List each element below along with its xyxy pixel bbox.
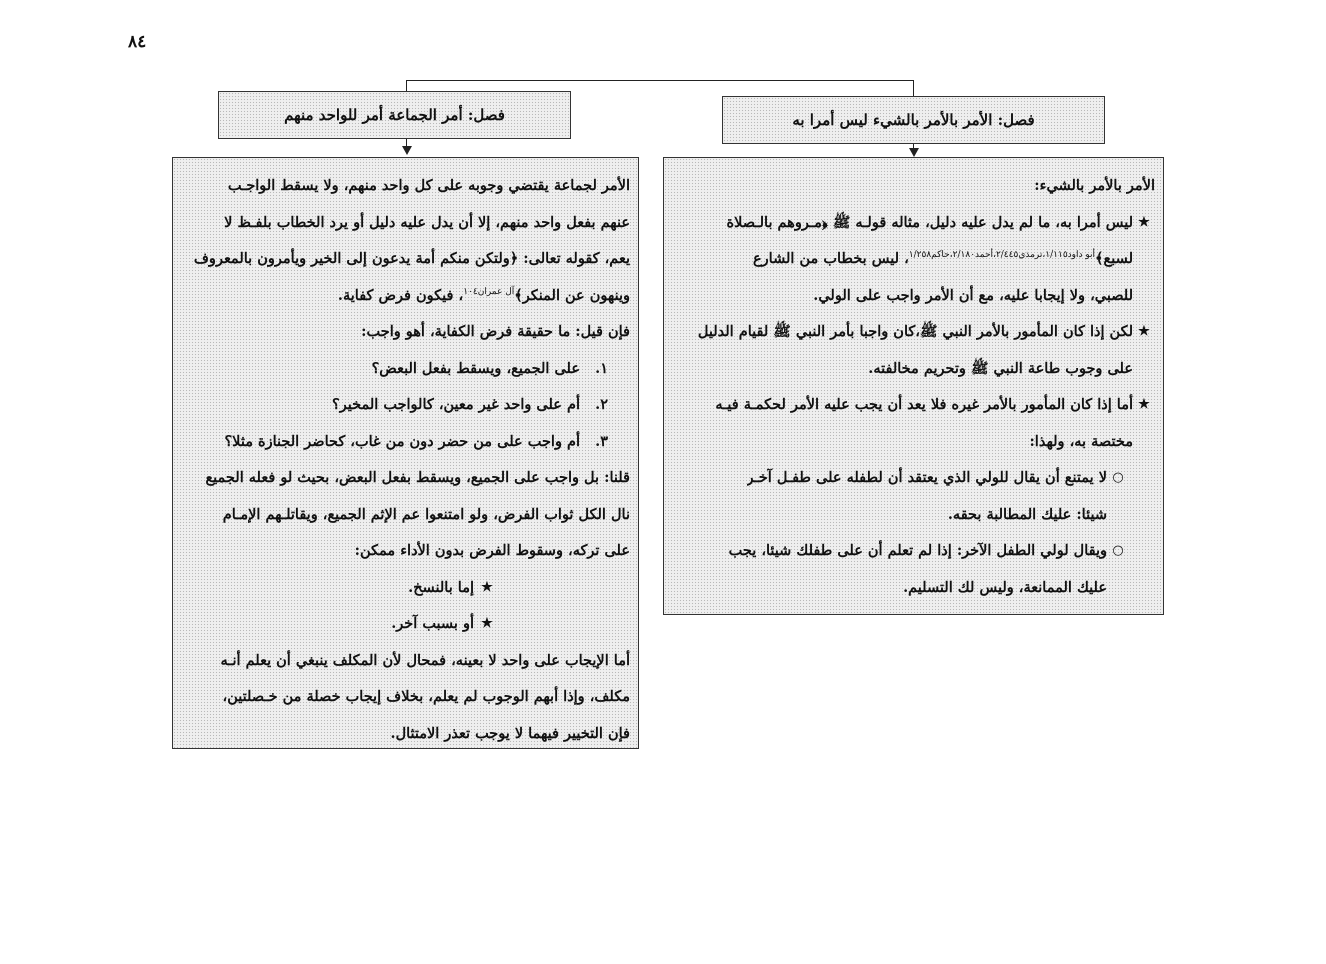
- left-arrow-icon: [402, 146, 412, 155]
- circle-bullet-icon: ○: [1112, 470, 1124, 485]
- right-subitem-1-line-2: شيئا: عليك المطالبة بحقه.: [947, 505, 1107, 523]
- left-content-box: [172, 157, 639, 749]
- verse-continuation: ، فيكون فرض كفاية.: [337, 286, 464, 304]
- right-subitem-2-line-2: عليك الممانعة، وليس لك التسليم.: [903, 578, 1107, 596]
- left-option-2: [181, 387, 630, 424]
- right-bullet-1-line-1: ليس أمرا به، ما لم يدل عليه دليل، مثاله قولـه ﷺ ﴿مـروهم بالـصلاة: [726, 213, 1133, 231]
- right-subitem-2: [672, 533, 1155, 606]
- connector-top-line: [406, 80, 914, 81]
- star-icon: ★: [481, 616, 493, 631]
- left-option-1: [181, 351, 630, 388]
- hadith-reference: أبو داود١/١١٥،ترمذي٢/٤٤٥،أحمد٢/١٨٠،حاكم١/٢٥٨: [908, 250, 1096, 261]
- star-icon: ★: [481, 579, 493, 595]
- left-final-line-1: أما الإيجاب على واحد لا بعينه، فمحال لأن المكلف ينبغي أن يعلم أنـه: [220, 651, 630, 669]
- star-icon: ★: [1138, 214, 1150, 230]
- connector-right-drop: [913, 80, 914, 96]
- option-text: أم واجب على من حضر دون من غاب، كحاضر الجنازة مثلا؟: [224, 432, 580, 450]
- right-bullet-3: [672, 387, 1155, 460]
- star-icon: ★: [1138, 324, 1150, 339]
- page-number: ٨٤: [128, 32, 147, 52]
- option-number: ٢.: [595, 396, 608, 413]
- option-text: أم على واحد غير معين، كالواجب المخير؟: [332, 396, 580, 413]
- left-option-3: [181, 424, 630, 461]
- right-subitem-2-line-1: ويقال لولي الطفل الآخر: إذا لم تعلم أن على طفلك شيئا، يجب: [728, 542, 1107, 559]
- star-icon: ★: [1138, 397, 1150, 412]
- left-answer-line-2: نال الكل ثواب الفرض، ولو امتنعوا عم الإثم الجميع، ويقاتلـهم الإمـام: [222, 505, 630, 523]
- quote-text: لسبع﴾: [1095, 250, 1133, 267]
- right-bullet-2-line-2: على وجوب طاعة النبي ﷺ وتحريم مخالفته.: [868, 359, 1133, 377]
- right-bullet-2: [672, 314, 1155, 387]
- right-subitem-1-line-1: لا يمتنع أن يقال للولي الذي يعتقد أن لطفله على طفـل آخـر: [746, 469, 1107, 486]
- left-answer-line-1: قلنا: بل واجب على الجميع، ويسقط بفعل البعض، بحيث لو فعله الجميع: [205, 469, 630, 486]
- circle-bullet-icon: ○: [1112, 543, 1124, 558]
- left-para-1-line-4: [181, 278, 630, 315]
- left-arrow-shaft: [406, 139, 407, 146]
- star-item-text: إما بالنسخ.: [408, 578, 474, 596]
- option-number: ٣.: [595, 432, 608, 450]
- right-content-box: [663, 157, 1164, 615]
- left-answer-line-3: على تركه، وسقوط الفرض بدون الأداء ممكن:: [354, 542, 630, 559]
- verse-reference: آل عمران١٠٤: [463, 286, 515, 297]
- left-final-line-2: مكلف، وإذا أبهم الوجوب لم يعلم، بخلاف إيجاب خصلة من خـصلتين،: [222, 688, 630, 705]
- left-star-item-1: [181, 570, 630, 607]
- left-question: فإن قيل: ما حقيقة فرض الكفاية، أهو واجب:: [361, 323, 630, 340]
- right-section-title-text: فصل: الأمر بالأمر بالشيء ليس أمرا به: [792, 111, 1035, 129]
- star-item-text: أو بسبب آخر.: [391, 615, 474, 632]
- right-heading: الأمر بالأمر بالشيء:: [1034, 177, 1155, 194]
- right-bullet-2-line-1: لكن إذا كان المأمور بالأمر النبي ﷺ،كان واجبا بأمر النبي ﷺ لقيام الدليل: [697, 323, 1133, 340]
- right-bullet-1-line-2: [672, 241, 1133, 278]
- right-bullet-1-line-3: للصبي، ولا إيجابا عليه، مع أن الأمر واجب على الولي.: [813, 286, 1133, 304]
- option-number: ١.: [595, 359, 608, 377]
- left-para-1-line-1: الأمر لجماعة يقتضي وجوبه على كل واحد منهم، ولا يسقط الواجـب: [227, 177, 630, 194]
- left-para-1-line-2: عنهم بفعل واحد منهم، إلا أن يدل عليه دليل أو يرد الخطاب بلفـظ لا: [224, 213, 630, 231]
- right-section-title: [722, 96, 1105, 144]
- quote-continuation: ، ليس بخطاب من الشارع: [753, 250, 909, 267]
- left-para-1-line-3: يعم، كقوله تعالى: ﴿ولتكن منكم أمة يدعون إلى الخير ويأمرون بالمعروف: [193, 250, 630, 267]
- left-section-title: [218, 91, 571, 139]
- right-bullet-3-line-2: مختصة به، ولهذا:: [1029, 432, 1133, 450]
- left-star-item-2: [181, 606, 630, 643]
- right-bullet-1: [672, 205, 1155, 315]
- verse-text: وينهون عن المنكر﴾: [514, 286, 630, 304]
- left-final-line-3: فإن التخيير فيهما لا يوجب تعذر الامتثال.: [390, 724, 630, 742]
- option-text: على الجميع، ويسقط بفعل البعض؟: [371, 359, 580, 377]
- right-arrow-icon: [909, 148, 919, 157]
- left-section-title-text: فصل: أمر الجماعة أمر للواحد منهم: [284, 106, 505, 124]
- right-subitem-1: [672, 460, 1155, 533]
- right-bullet-3-line-1: أما إذا كان المأمور بالأمر غيره فلا يعد أن يجب عليه الأمر لحكمـة فيـه: [715, 396, 1133, 413]
